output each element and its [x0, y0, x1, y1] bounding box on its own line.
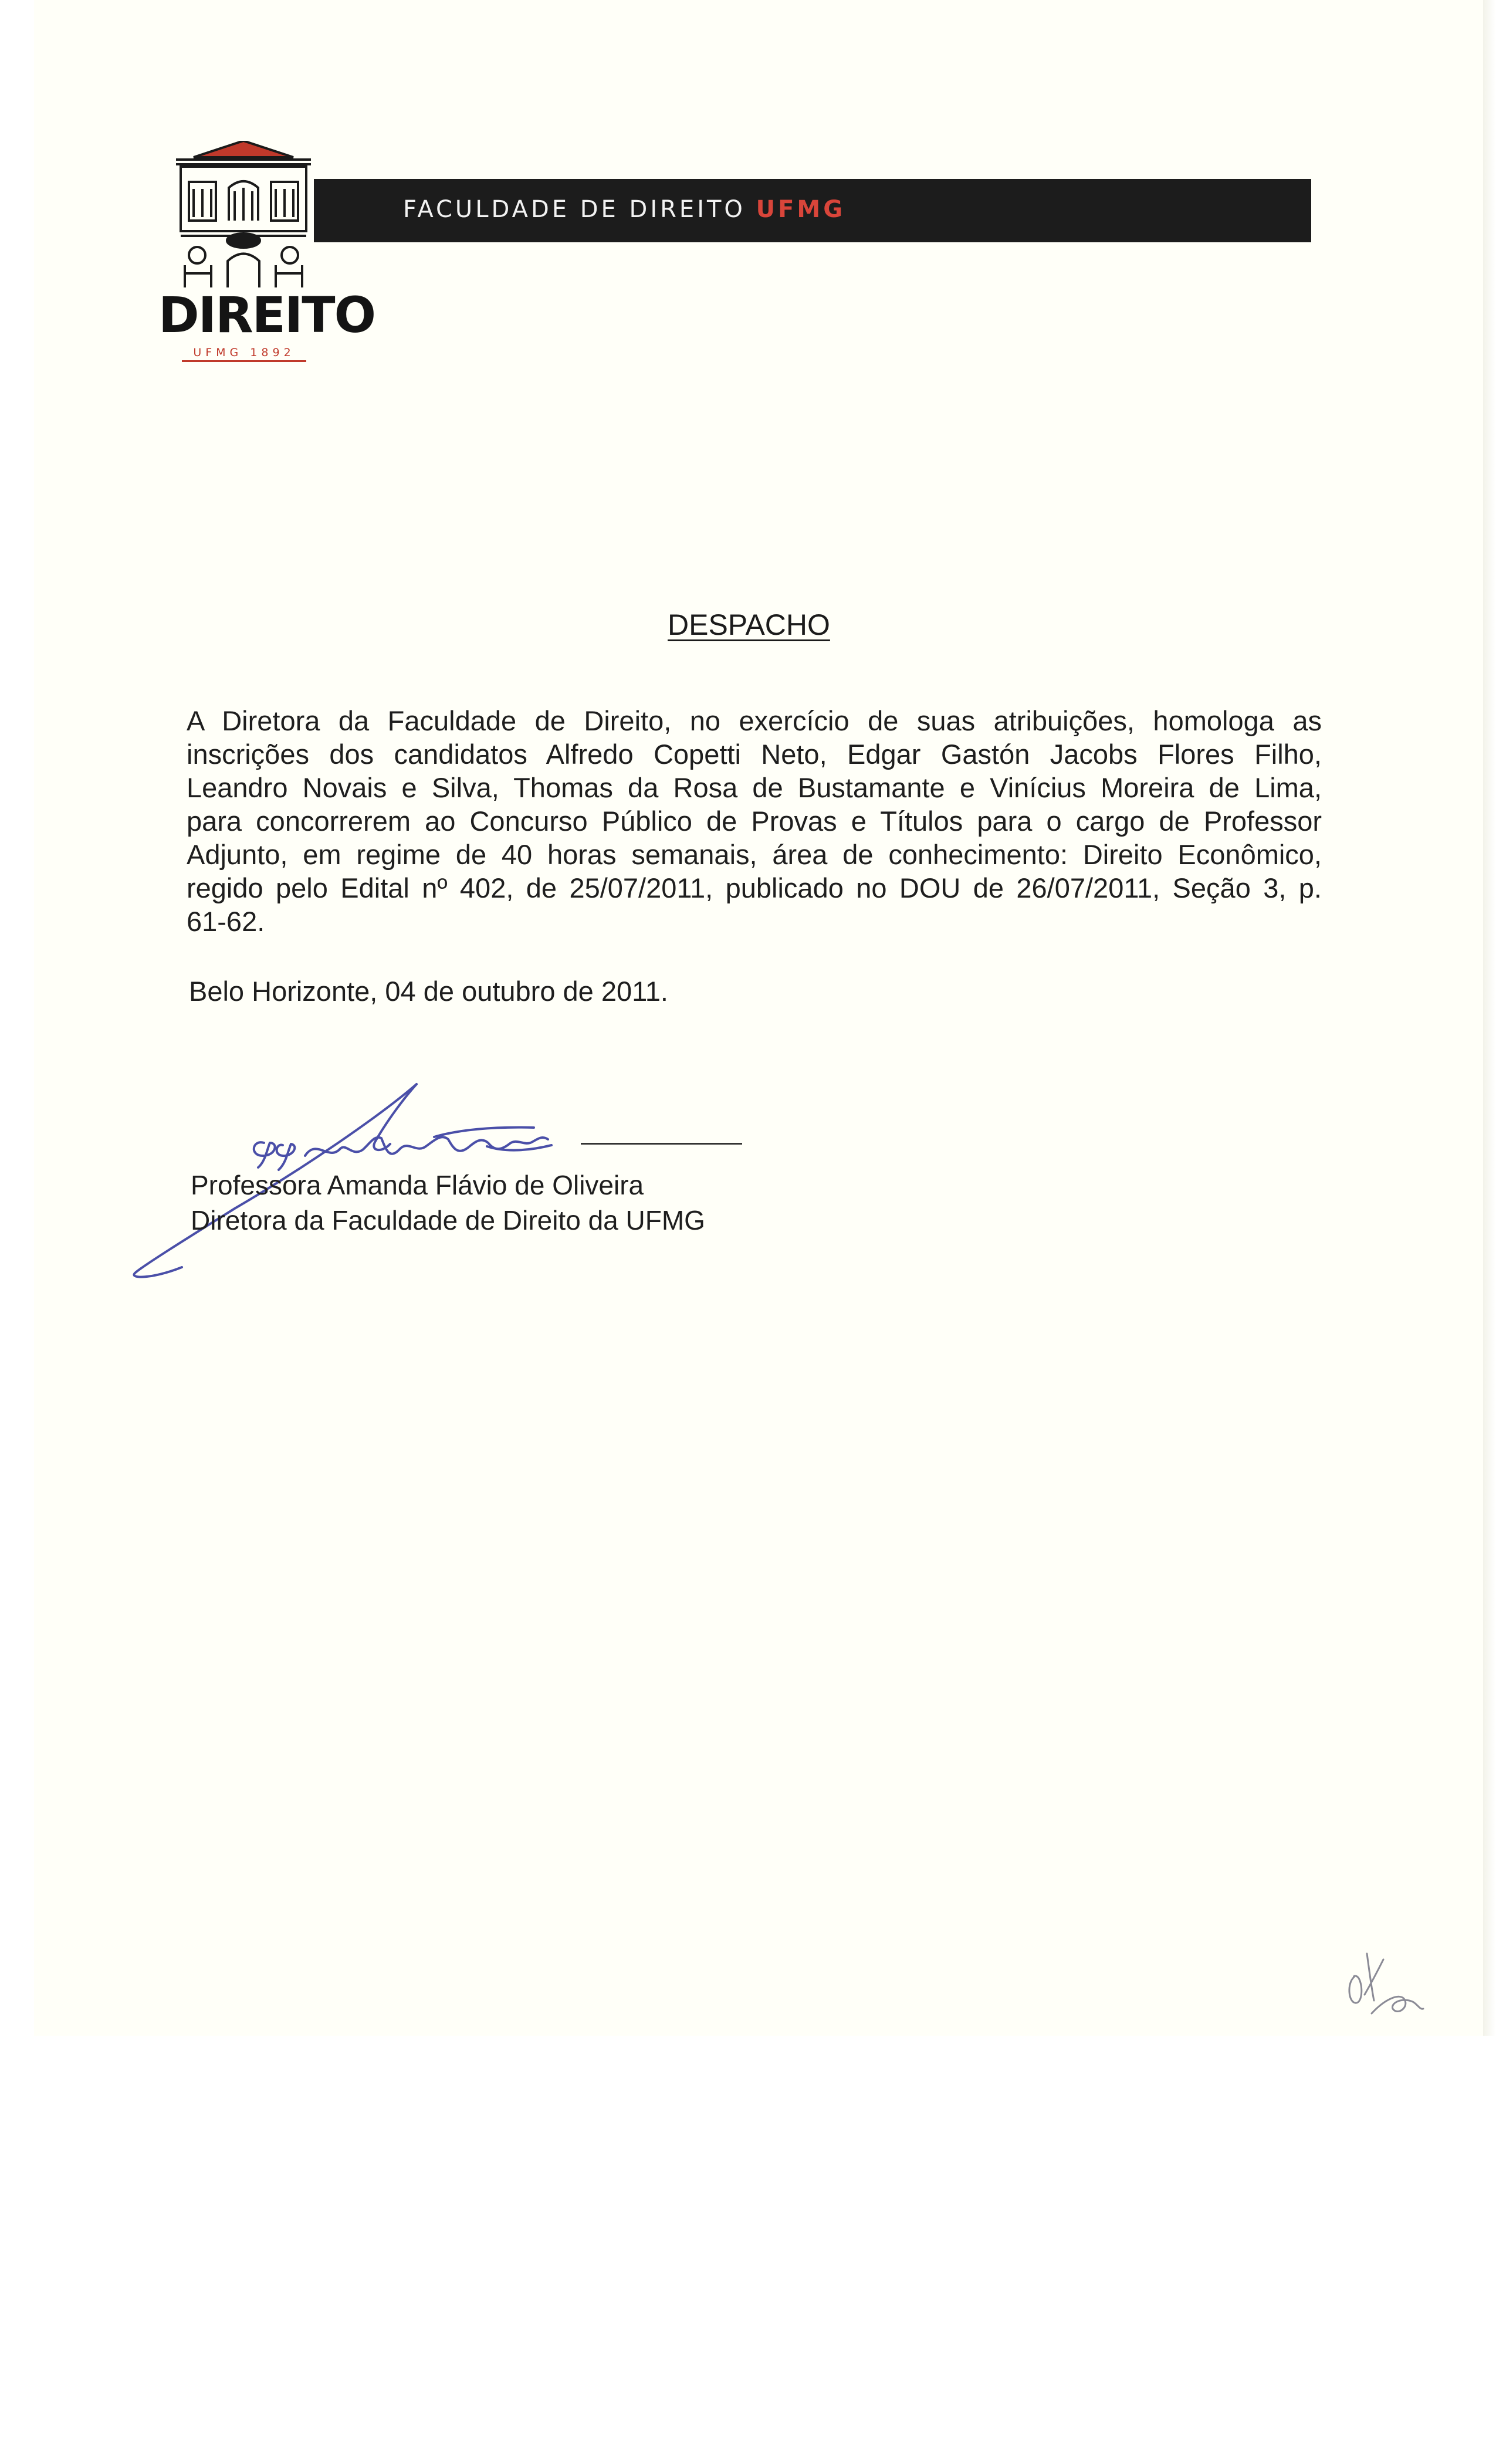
- despacho-paragraph: [187, 704, 1322, 938]
- paragraph-line: regido pelo Edital nº 402, de 25/07/2011, publicado no DOU de 26/07/2011, Seção 3, p.: [187, 872, 1322, 903]
- paragraph-line: A Diretora da Faculdade de Direito, no exercício de suas atribuições, homologa as: [187, 705, 1322, 736]
- paragraph-line: 61-62.: [187, 906, 265, 937]
- signatory-role: Diretora da Faculdade de Direito da UFMG: [191, 1205, 705, 1236]
- paragraph-line: Adjunto, em regime de 40 horas semanais, área de conhecimento: Direito Econômico,: [187, 839, 1322, 870]
- page-edge: [1483, 0, 1496, 2036]
- date-line: Belo Horizonte, 04 de outubro de 2011.: [189, 976, 668, 1007]
- header-banner: [314, 179, 1311, 242]
- faculty-logo: [158, 141, 375, 370]
- margin-initials-icon: [1343, 1936, 1437, 2024]
- banner-title-prefix: FACULDADE DE DIREITO: [403, 196, 756, 223]
- logo-wordmark: DIREITO: [158, 286, 375, 344]
- paragraph-line: inscrições dos candidatos Alfredo Copetti Neto, Edgar Gastón Jacobs Flores Filho,: [187, 739, 1322, 770]
- signature-line: [581, 1143, 742, 1145]
- signatory-name: Professora Amanda Flávio de Oliveira: [191, 1170, 644, 1200]
- banner-title: [403, 198, 845, 221]
- document-title: DESPACHO: [668, 608, 830, 641]
- building-emblem-icon: [158, 141, 329, 287]
- logo-subtitle: UFMG 1892: [182, 347, 306, 362]
- paragraph-line: Leandro Novais e Silva, Thomas da Rosa de Bustamante e Vinícius Moreira de Lima,: [187, 772, 1322, 803]
- paragraph-line: para concorrerem ao Concurso Público de Provas e Títulos para o cargo de Professor: [187, 805, 1322, 837]
- banner-title-accent: UFMG: [756, 196, 846, 223]
